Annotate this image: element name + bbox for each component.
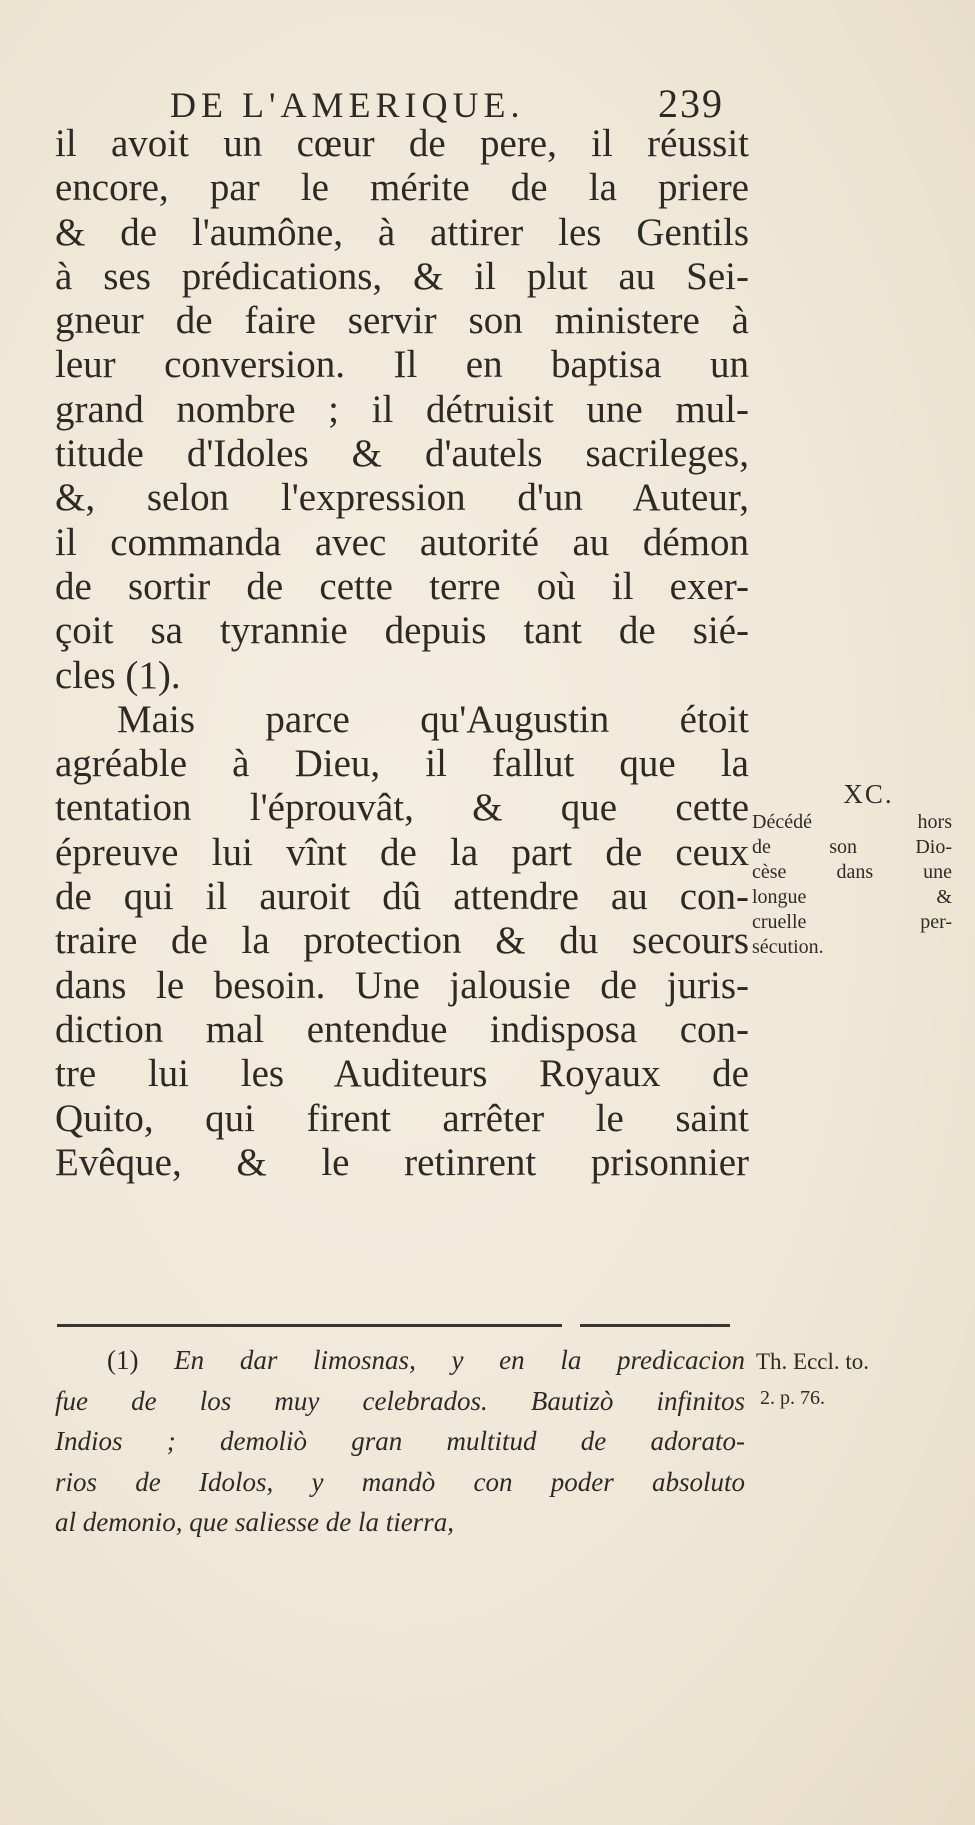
- text-line: de qui il auroit dû attendre au con-: [55, 875, 749, 919]
- text-line: tre lui les Auditeurs Royaux de: [55, 1052, 749, 1096]
- text-line: titude d'Idoles & d'autels sacrileges,: [55, 432, 749, 476]
- footnote-line: al demonio, que saliesse de la tierra,: [55, 1507, 454, 1537]
- text-line: Quito, qui firent arrêter le saint: [55, 1096, 749, 1140]
- footnote-line: [55, 1340, 745, 1381]
- citation-reference: [756, 1343, 971, 1417]
- text-line: & de l'aumône, à attirer les Gentils: [55, 210, 749, 254]
- margin-note-line: sécution.: [752, 936, 824, 958]
- citation-line: 2. p. 76.: [760, 1387, 825, 1409]
- text-line: à ses prédications, & il plut au Sei-: [55, 254, 749, 298]
- margin-note-line: Décédé hors: [752, 811, 952, 833]
- text-line: Mais parce qu'Augustin étoit: [117, 697, 749, 741]
- text-line: il avoit un cœur de pere, il réussit: [55, 122, 749, 165]
- text-line: çoit sa tyrannie depuis tant de sié-: [55, 609, 749, 653]
- text-line: de sortir de cette terre où il exer-: [55, 564, 749, 608]
- footnote-text: En dar limosnas, y en la predicacion: [174, 1345, 745, 1375]
- text-line: diction mal entendue indisposa con-: [55, 1007, 749, 1051]
- text-line: gneur de faire servir son ministere à: [55, 299, 749, 343]
- footnote: [55, 1340, 745, 1543]
- footnote-rule: [57, 1324, 562, 1327]
- text-line: grand nombre ; il détruisit une mul-: [55, 387, 749, 431]
- text-line: Evêque, & le retinrent prisonnier: [55, 1140, 749, 1184]
- margin-note-line: cèse dans une: [752, 861, 952, 883]
- section-numeral: XC.: [843, 779, 894, 809]
- margin-note-line: de son Dio-: [752, 836, 952, 858]
- text-line: encore, par le mérite de la priere: [55, 166, 749, 210]
- citation-line: Th. Eccl. to.: [756, 1349, 870, 1374]
- text-line: il commanda avec autorité au démon: [55, 520, 749, 564]
- margin-note-line: longue &: [752, 886, 952, 908]
- running-title: DE L'AMERIQUE.: [170, 85, 525, 125]
- margin-note-line: cruelle per-: [752, 911, 952, 933]
- text-line: traire de la protection & du secours: [55, 919, 749, 963]
- footnote-rule: [580, 1324, 730, 1327]
- text-line: &, selon l'expression d'un Auteur,: [55, 476, 749, 520]
- margin-note: [752, 779, 967, 960]
- footnote-marker: (1): [107, 1345, 139, 1375]
- text-line: cles (1).: [55, 653, 181, 697]
- main-text: [55, 122, 755, 1185]
- text-line: leur conversion. Il en baptisa un: [55, 343, 749, 387]
- text-line: épreuve lui vînt de la part de ceux: [55, 830, 749, 874]
- page-number: 239: [658, 81, 724, 126]
- footnote-line: rios de Idolos, y mandò con poder absoluto: [55, 1466, 745, 1497]
- footnote-line: fue de los muy celebrados. Bautizò infinitos: [55, 1385, 745, 1416]
- text-line: dans le besoin. Une jalousie de juris-: [55, 963, 749, 1007]
- footnote-line: Indios ; demoliò gran multitud de adorato-: [55, 1426, 745, 1456]
- text-line: tentation l'éprouvât, & que cette: [55, 786, 749, 830]
- text-line: agréable à Dieu, il fallut que la: [55, 742, 749, 786]
